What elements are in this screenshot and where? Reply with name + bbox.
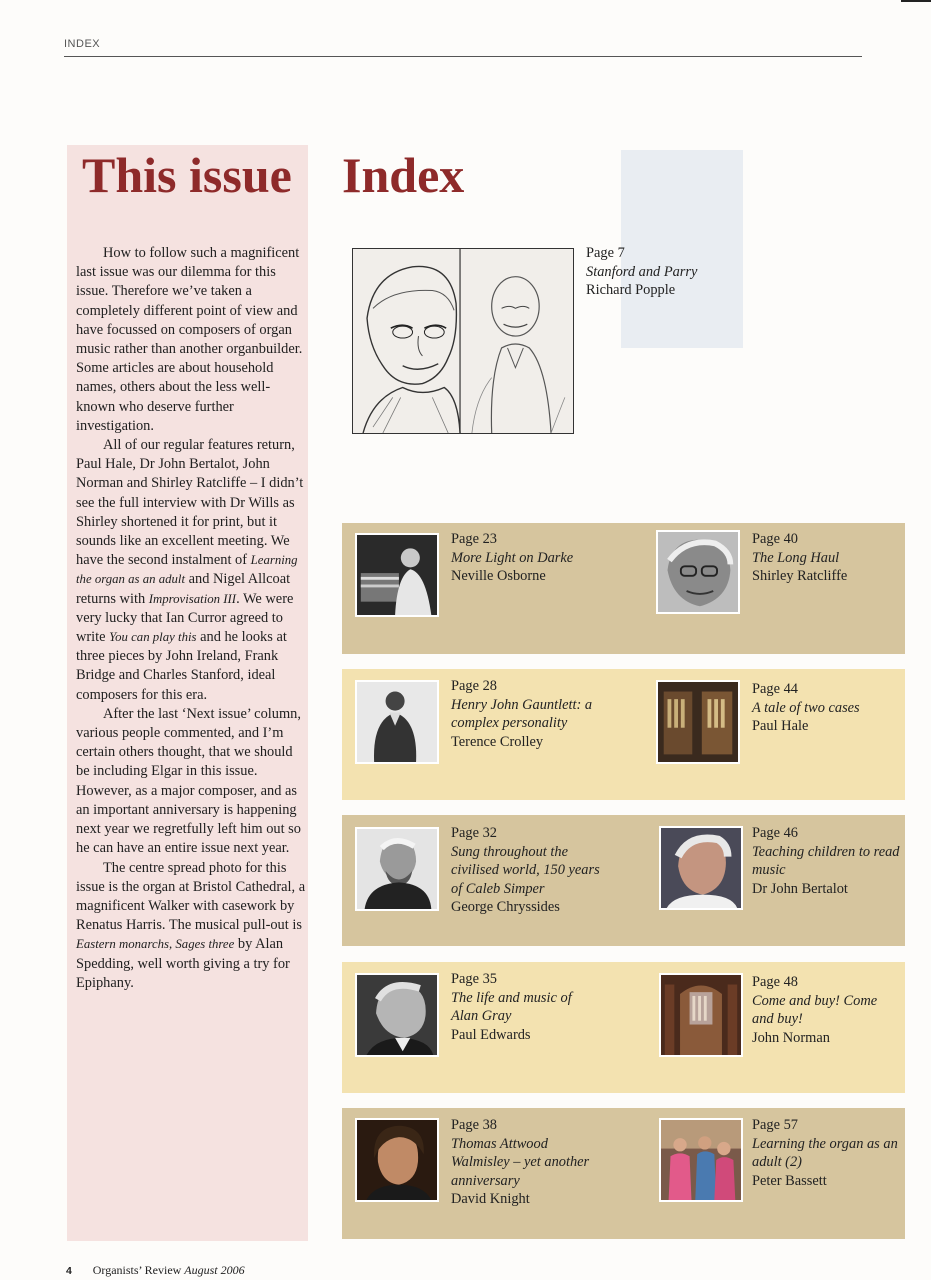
- sketch-portraits-icon: [353, 249, 573, 433]
- header-rule: [64, 56, 862, 57]
- entry-author: Paul Hale: [752, 718, 809, 734]
- entry-title: Thomas Attwood Walmisley – yet another anniversary: [451, 1135, 590, 1189]
- intro-text: [76, 244, 308, 993]
- entry-author: George Chryssides: [451, 899, 560, 915]
- page-number: 4: [66, 1265, 72, 1277]
- magazine-name: Organists’ Review: [92, 1263, 182, 1277]
- issue-date: August 2006: [184, 1263, 245, 1277]
- entry-author: Terence Crolley: [451, 733, 544, 750]
- group-photo-icon: [659, 1118, 743, 1202]
- corner-mark: [901, 0, 931, 2]
- intro-paragraph-1: How to follow such a magnificent last issue was our dilemma for this issue. Therefore we’ve taken a completely different point of view and have focussed on composers of organ music rather than another organbuilder. Some articles are about household names, others about the less well-known who deserve further investigation.: [76, 245, 303, 434]
- entry-title: Come and buy! Come and buy!: [752, 992, 878, 1027]
- entry-page: Page 48: [752, 974, 798, 990]
- entry-page: Page 35: [451, 971, 497, 987]
- entry-title: The life and music of Alan Gray: [451, 989, 572, 1024]
- entry-title: The Long Haul: [752, 549, 840, 566]
- entry-author: Dr John Bertalot: [752, 880, 848, 897]
- title-index: Index: [342, 147, 465, 203]
- organ-cases-icon: [656, 680, 740, 764]
- entry-page: Page 44: [752, 681, 798, 697]
- entry-author: Shirley Ratcliffe: [752, 568, 848, 584]
- section-label: INDEX: [64, 38, 101, 50]
- page-footer: [66, 1263, 245, 1278]
- organist-at-console-icon: [355, 533, 439, 617]
- man-portrait-icon: [659, 826, 743, 910]
- entry-page: Page 40: [752, 531, 798, 547]
- entry-page: Page 32: [451, 825, 497, 841]
- entry-title: A tale of two cases: [752, 699, 860, 716]
- entry-page: Page 46: [752, 825, 798, 841]
- intro-paragraph-4: The centre spread photo for this issue is the organ at Bristol Cathedral, a magnificent Walker with casework by Renatus Harris. The musical pull-out is Eastern monarchs, Sages three by Alan Spedding, well worth giving a try for Epiphany.: [76, 859, 306, 991]
- feature-entry[interactable]: [586, 244, 886, 300]
- entry-author: David Knight: [451, 1191, 530, 1207]
- feature-page: Page 7: [586, 245, 625, 261]
- entry-author: Paul Edwards: [451, 1026, 531, 1043]
- stanford-parry-sketch: [352, 248, 574, 434]
- entry-page: Page 23: [451, 531, 497, 547]
- portrait-glasses-icon: [656, 530, 740, 614]
- cathedral-organ-icon: [659, 973, 743, 1057]
- entry-author: John Norman: [752, 1029, 830, 1046]
- painted-portrait-icon: [355, 1118, 439, 1202]
- intro-paragraph-3: After the last ‘Next issue’ column, various people commented, and I’m certain others thought, that we should be including Elgar in this issue. However, as a major composer, and as an important anniversary is happening next year we regretfully left him out so he can have an entire issue next year.: [76, 705, 301, 857]
- feature-title: Stanford and Parry: [586, 263, 698, 280]
- entry-title: Henry John Gauntlett: a complex personality: [451, 696, 593, 731]
- entry-author: Peter Bassett: [752, 1172, 827, 1189]
- entry-title: More Light on Darke: [451, 549, 574, 566]
- entry-page: Page 57: [752, 1117, 798, 1133]
- bearded-portrait-icon: [355, 827, 439, 911]
- entry-page: Page 38: [451, 1117, 497, 1133]
- entry-title: Learning the organ as an adult (2): [752, 1135, 898, 1170]
- title-this-issue: This issue: [82, 147, 292, 203]
- profile-portrait-icon: [355, 973, 439, 1057]
- feature-author: Richard Popple: [586, 282, 676, 298]
- entry-title: Teaching children to read music: [752, 843, 900, 878]
- entry-title: Sung throughout the civilised world, 150 years of Caleb Simper: [451, 843, 600, 897]
- victorian-portrait-icon: [355, 680, 439, 764]
- entry-author: Neville Osborne: [451, 568, 546, 584]
- intro-paragraph-2: All of our regular features return, Paul Hale, Dr John Bertalot, John Norman and Shirley Ratcliffe – I didn’t see the full interview with Dr Wills as Shirley shortened it for print, but it sounds like an excellent meeting. We have the second instalment of Learning the organ as an adult and Nigel Allcoat returns with Improvisation III. We were very lucky that Ian Curror agreed to write You can play this and he looks at three pieces by John Ireland, Frank Bridge and Charles Stanford, ideal composers for this era.: [76, 437, 304, 703]
- entry-page: Page 28: [451, 678, 497, 694]
